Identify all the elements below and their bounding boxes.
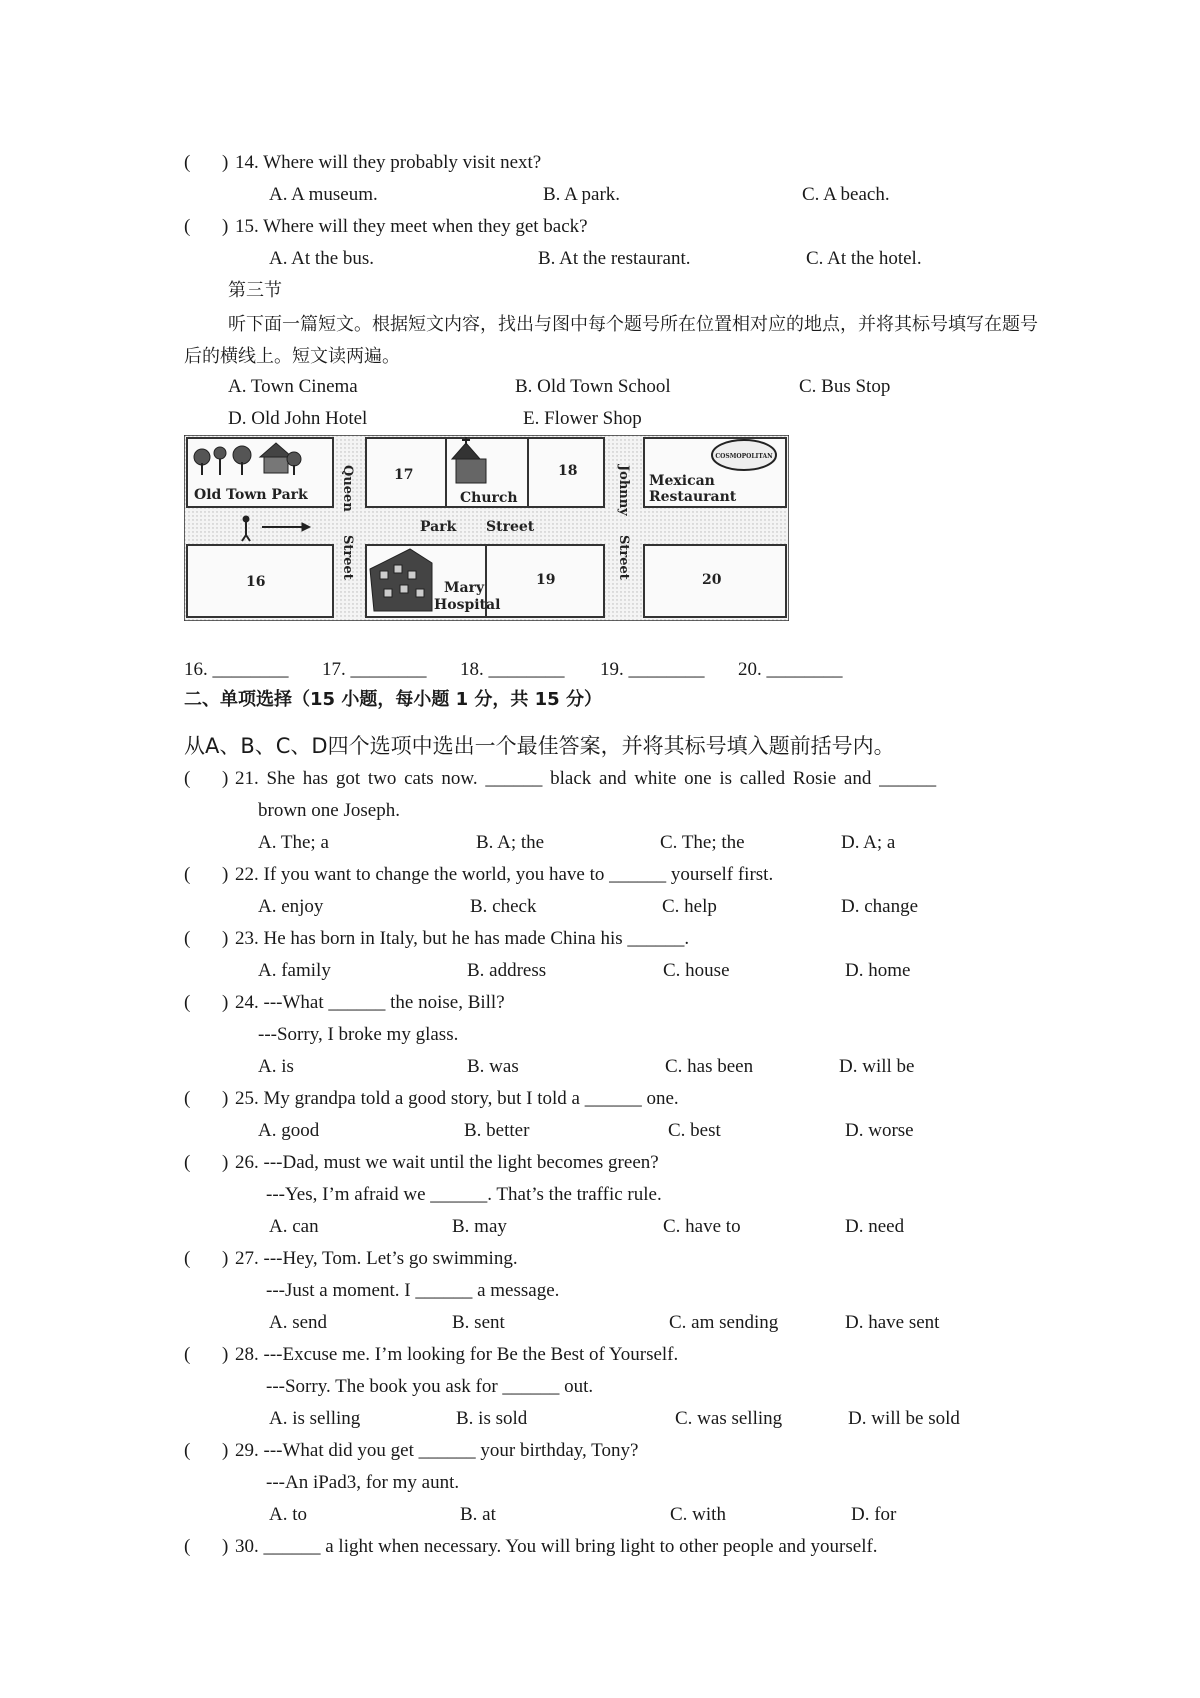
q14-option-a: A. A museum.: [269, 184, 378, 205]
q28-option-d: D. will be sold: [848, 1408, 960, 1429]
map-label-sign: COSMOPOLITAN: [715, 453, 773, 460]
q25-paren-open: (: [184, 1088, 191, 1109]
q27-stem: 27. ---Hey, Tom. Let’s go swimming.: [235, 1248, 518, 1269]
q28-paren-close: ): [222, 1344, 229, 1365]
part2-title: 二、单项选择（15 小题，每小题 1 分，共 15 分）: [184, 689, 602, 710]
q22-paren-close: ): [222, 864, 229, 885]
blank-19: 19. ________: [600, 659, 705, 680]
q29-paren-open: (: [184, 1440, 191, 1461]
q14-stem: 14. Where will they probably visit next?: [235, 152, 542, 173]
q25-paren-close: ): [222, 1088, 229, 1109]
q30-stem: 30. ______ a light when necessary. You will bring light to other people and yourself.: [235, 1536, 878, 1557]
q21-option-a: A. The; a: [258, 832, 329, 853]
map-label-queen-street: Street: [340, 535, 355, 580]
q27-paren-close: ): [222, 1248, 229, 1269]
map-label-19: 19: [536, 572, 556, 588]
q24-option-a: A. is: [258, 1056, 294, 1077]
q24-stem-continued: ---Sorry, I broke my glass.: [258, 1024, 459, 1045]
q24-paren-close: ): [222, 992, 229, 1013]
q25-option-d: D. worse: [845, 1120, 914, 1141]
q26-stem: 26. ---Dad, must we wait until the light becomes green?: [235, 1152, 659, 1173]
q27-option-d: D. have sent: [845, 1312, 940, 1333]
q28-paren-open: (: [184, 1344, 191, 1365]
q24-option-b: B. was: [467, 1056, 519, 1077]
q22-stem: 22. If you want to change the world, you have to ______ yourself first.: [235, 864, 774, 885]
q27-paren-open: (: [184, 1248, 191, 1269]
q14-option-b: B. A park.: [543, 184, 621, 205]
q26-option-b: B. may: [452, 1216, 507, 1237]
q15-paren-open: (: [184, 216, 191, 237]
section3-instructions: 听下面一篇短文。根据短文内容，找出与图中每个题号所在位置相对应的地点，并将其标号填写在题号后的横线上。短文读两遍。: [184, 314, 1038, 367]
blank-20: 20. ________: [738, 659, 843, 680]
q15-stem: 15. Where will they meet when they get back?: [235, 216, 588, 237]
map-label-church: Church: [460, 490, 518, 506]
q21-stem-continued: brown one Joseph.: [258, 800, 400, 821]
section3-title: 第三节: [228, 280, 282, 301]
q29-paren-close: ): [222, 1440, 229, 1461]
part2-instructions: 从A、B、C、D四个选项中选出一个最佳答案，并将其标号填入题前括号内。: [184, 734, 895, 758]
q21-option-b: B. A; the: [476, 832, 545, 853]
q22-option-c: C. help: [662, 896, 717, 917]
q14-paren-open: (: [184, 152, 191, 173]
place-e: E. Flower Shop: [523, 408, 642, 429]
q26-option-a: A. can: [269, 1216, 319, 1237]
q28-option-b: B. is sold: [456, 1408, 528, 1429]
q21-option-d: D. A; a: [841, 832, 896, 853]
q15-option-b: B. At the restaurant.: [538, 248, 691, 269]
q24-paren-open: (: [184, 992, 191, 1013]
q14-option-c: C. A beach.: [802, 184, 890, 205]
q29-option-a: A. to: [269, 1504, 307, 1525]
q23-paren-open: (: [184, 928, 191, 949]
street-map: [184, 435, 789, 621]
q23-option-b: B. address: [467, 960, 547, 981]
q24-option-c: C. has been: [665, 1056, 754, 1077]
q27-option-b: B. sent: [452, 1312, 505, 1333]
map-label-mexican: Mexican: [649, 473, 715, 489]
q30-paren-open: (: [184, 1536, 191, 1557]
q23-stem: 23. He has born in Italy, but he has made China his ______.: [235, 928, 690, 949]
q23-option-d: D. home: [845, 960, 911, 981]
q28-option-c: C. was selling: [675, 1408, 783, 1429]
q25-option-b: B. better: [464, 1120, 530, 1141]
place-b: B. Old Town School: [515, 376, 671, 397]
blank-16: 16. ________: [184, 659, 289, 680]
q21-option-c: C. The; the: [660, 832, 745, 853]
place-a: A. Town Cinema: [228, 376, 358, 397]
q23-paren-close: ): [222, 928, 229, 949]
q15-paren-close: ): [222, 216, 229, 237]
q26-paren-open: (: [184, 1152, 191, 1173]
q25-option-a: A. good: [258, 1120, 320, 1141]
map-label-20: 20: [702, 572, 722, 588]
q22-paren-open: (: [184, 864, 191, 885]
q26-option-d: D. need: [845, 1216, 905, 1237]
map-label-johnny: Johnny: [616, 465, 631, 516]
q29-stem-continued: ---An iPad3, for my aunt.: [266, 1472, 460, 1493]
place-d: D. Old John Hotel: [228, 408, 368, 429]
blank-18: 18. ________: [460, 659, 565, 680]
q27-option-c: C. am sending: [669, 1312, 779, 1333]
map-label-mary: Mary: [444, 580, 485, 596]
q24-stem: 24. ---What ______ the noise, Bill?: [235, 992, 505, 1013]
blank-17: 17. ________: [322, 659, 427, 680]
place-c: C. Bus Stop: [799, 376, 891, 397]
map-label-17: 17: [394, 467, 414, 483]
q15-option-a: A. At the bus.: [269, 248, 375, 269]
q29-option-b: B. at: [460, 1504, 496, 1525]
q22-option-b: B. check: [470, 896, 537, 917]
q27-stem-continued: ---Just a moment. I ______ a message.: [266, 1280, 560, 1301]
q25-stem: 25. My grandpa told a good story, but I told a ______ one.: [235, 1088, 679, 1109]
q28-stem-continued: ---Sorry. The book you ask for ______ out.: [266, 1376, 594, 1397]
map-label-hospital: Hospital: [434, 597, 501, 613]
q30-paren-close: ): [222, 1536, 229, 1557]
map-label-park: Park: [420, 519, 457, 535]
map-label-queen: Queen: [340, 465, 355, 512]
map-label-restaurant: Restaurant: [649, 489, 737, 505]
q28-option-a: A. is selling: [269, 1408, 361, 1429]
q29-stem: 29. ---What did you get ______ your birthday, Tony?: [235, 1440, 639, 1461]
q24-option-d: D. will be: [839, 1056, 915, 1077]
map-label-old-town-park: Old Town Park: [194, 487, 308, 503]
q15-option-c: C. At the hotel.: [806, 248, 922, 269]
q14-paren-close: ): [222, 152, 229, 173]
q26-paren-close: ): [222, 1152, 229, 1173]
map-label-park-street: Street: [486, 519, 535, 535]
map-label-johnny-street: Street: [616, 535, 631, 580]
map-label-18: 18: [558, 463, 578, 479]
q26-option-c: C. have to: [663, 1216, 741, 1237]
q28-stem: 28. ---Excuse me. I’m looking for Be the Best of Yourself.: [235, 1344, 679, 1365]
q21-stem: 21. She has got two cats now. ______ black and white one is called Rosie and ______: [235, 768, 937, 789]
q25-option-c: C. best: [668, 1120, 721, 1141]
map-label-16: 16: [246, 574, 266, 590]
q23-option-a: A. family: [258, 960, 331, 981]
q21-paren-close: ): [222, 768, 229, 789]
q23-option-c: C. house: [663, 960, 730, 981]
q22-option-d: D. change: [841, 896, 919, 917]
q27-option-a: A. send: [269, 1312, 328, 1333]
q29-option-d: D. for: [851, 1504, 897, 1525]
q29-option-c: C. with: [670, 1504, 726, 1525]
q21-paren-open: (: [184, 768, 191, 789]
q26-stem-continued: ---Yes, I’m afraid we ______. That’s the traffic rule.: [266, 1184, 662, 1205]
q22-option-a: A. enjoy: [258, 896, 324, 917]
